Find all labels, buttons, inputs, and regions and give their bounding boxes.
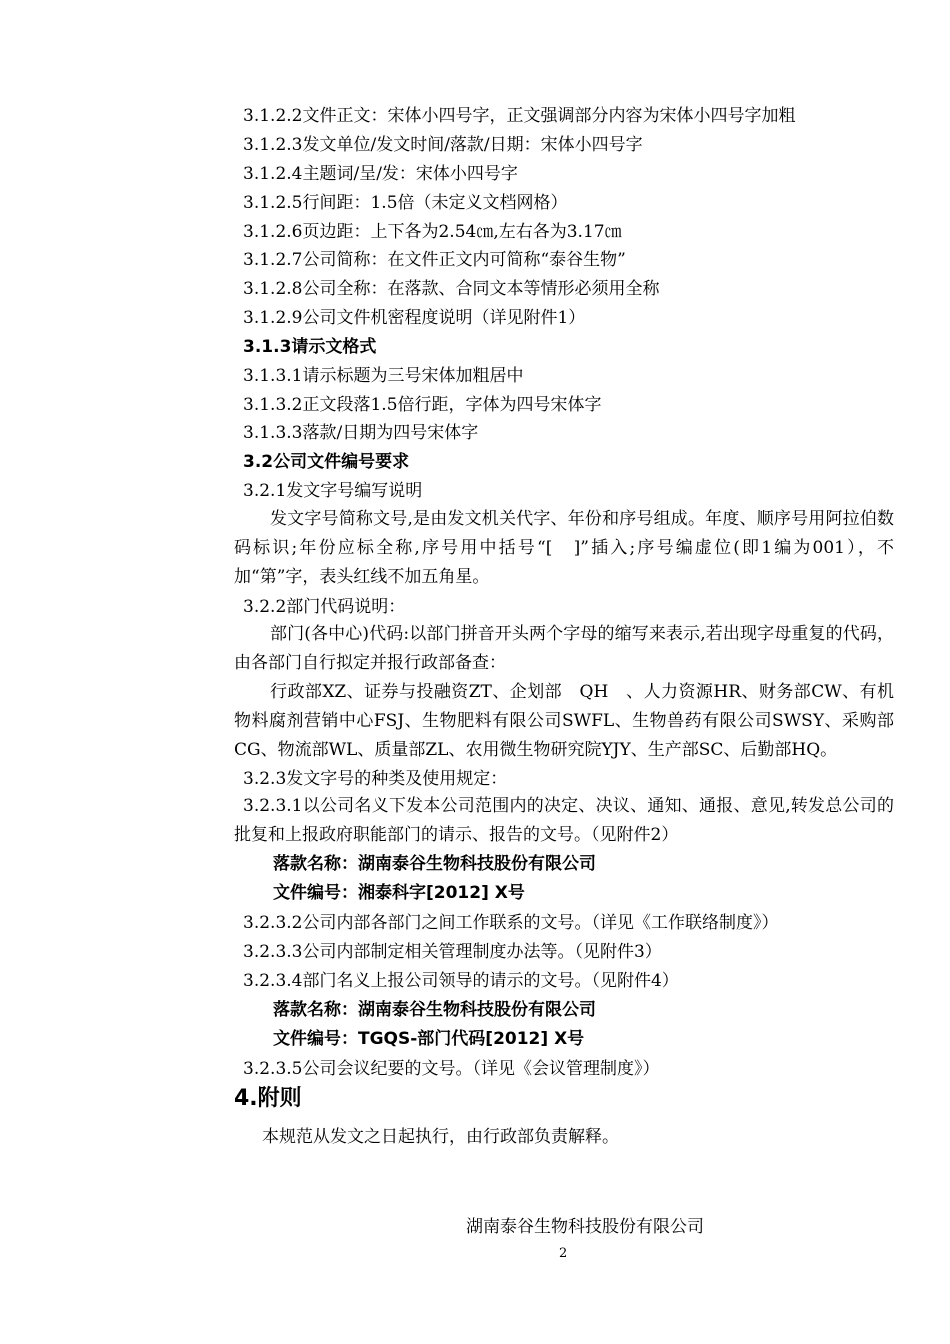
- section-3-1-2-2: 3.1.2.2文件正文：宋体小四号字，正文强调部分内容为宋体小四号字加粗: [243, 106, 796, 126]
- section-3-2-3-5: 3.2.3.5公司会议纪要的文号。（详见《会议管理制度》）: [243, 1059, 660, 1079]
- section-3-2-3-3: 3.2.3.3公司内部制定相关管理制度办法等。（见附件3）: [243, 942, 662, 962]
- section-3-1-2-8: 3.1.2.8公司全称：在落款、合同文本等情形必须用全称: [243, 279, 660, 299]
- paragraph-text: 行政部XZ、证券与投融资ZT、企划部 QH 、人力资源HR、财务部CW、有机物料腐剂营销中心FSJ、生物肥料有限公司SWFL、生物兽药有限公司SWSY、采购部CG、物流部WL、质量部ZL、农用微生物研究院YJY、生产部SC、后勤部HQ。: [234, 682, 894, 760]
- section-3-1-2-7: 3.1.2.7公司简称：在文件正文内可简称“泰谷生物”: [243, 250, 626, 270]
- paragraph-3-2-3-1: [234, 792, 894, 850]
- section-3-2-3: 3.2.3发文字号的种类及使用规定：: [243, 769, 508, 789]
- paragraph-text: 部门(各中心)代码:以部门拼音开头两个字母的缩写来表示,若出现字母重复的代码，由各部门自行拟定并报行政部备查：: [234, 624, 894, 673]
- heading-3-1-3: 3.1.3请示文格式: [243, 337, 377, 357]
- section-3-2-2: 3.2.2部门代码说明：: [243, 597, 406, 617]
- section-3-1-3-3: 3.1.3.3落款/日期为四号宋体字: [243, 423, 479, 443]
- section-3-2-3-2: 3.2.3.2公司内部各部门之间工作联系的文号。（详见《工作联络制度》）: [243, 913, 779, 933]
- section-3-2-3-4: 3.2.3.4部门名义上报公司领导的请示的文号。（见附件4）: [243, 971, 679, 991]
- heading-4: 4.附则: [234, 1086, 302, 1111]
- signature-name-1: 落款名称：湖南泰谷生物科技股份有限公司: [273, 854, 596, 874]
- page-number: 2: [559, 1246, 568, 1261]
- paragraph-dept-list: [234, 678, 894, 765]
- paragraph-dept-code: [234, 620, 894, 678]
- paragraph-text: 3.2.3.1以公司名义下发本公司范围内的决定、决议、通知、通报、意见,转发总公司的批复和上报政府职能部门的请示、报告的文号。（见附件2）: [234, 796, 894, 845]
- closing-statement: 本规范从发文之日起执行，由行政部负责解释。: [262, 1127, 619, 1147]
- section-3-1-3-1: 3.1.3.1请示标题为三号宋体加粗居中: [243, 366, 524, 386]
- paragraph-doc-number: [234, 505, 894, 592]
- document-number-2: 文件编号：TGQS-部门代码[2012] X号: [273, 1029, 585, 1049]
- section-3-1-2-6: 3.1.2.6页边距：上下各为2.54㎝,左右各为3.17㎝: [243, 222, 622, 242]
- footer-company-name: 湖南泰谷生物科技股份有限公司: [466, 1217, 704, 1237]
- paragraph-text: 发文字号简称文号,是由发文机关代字、年份和序号组成。年度、顺序号用阿拉伯数码标识;年份应标全称,序号用中括号“[ ]”插入;序号编虚位(即1编为001），不加“第”字，表头红线不加五角星。: [234, 509, 894, 587]
- section-3-1-2-9: 3.1.2.9公司文件机密程度说明（详见附件1）: [243, 308, 586, 328]
- heading-3-2: 3.2公司文件编号要求: [243, 452, 410, 472]
- document-number-1: 文件编号：湘泰科字[2012] X号: [273, 883, 525, 903]
- section-3-2-1: 3.2.1发文字号编写说明: [243, 481, 423, 501]
- section-3-1-2-4: 3.1.2.4主题词/呈/发：宋体小四号字: [243, 164, 518, 184]
- signature-name-2: 落款名称：湖南泰谷生物科技股份有限公司: [273, 1000, 596, 1020]
- section-3-1-2-5: 3.1.2.5行间距：1.5倍（未定义文档网格）: [243, 193, 568, 213]
- section-3-1-3-2: 3.1.3.2正文段落1.5倍行距，字体为四号宋体字: [243, 395, 602, 415]
- section-3-1-2-3: 3.1.2.3发文单位/发文时间/落款/日期：宋体小四号字: [243, 135, 643, 155]
